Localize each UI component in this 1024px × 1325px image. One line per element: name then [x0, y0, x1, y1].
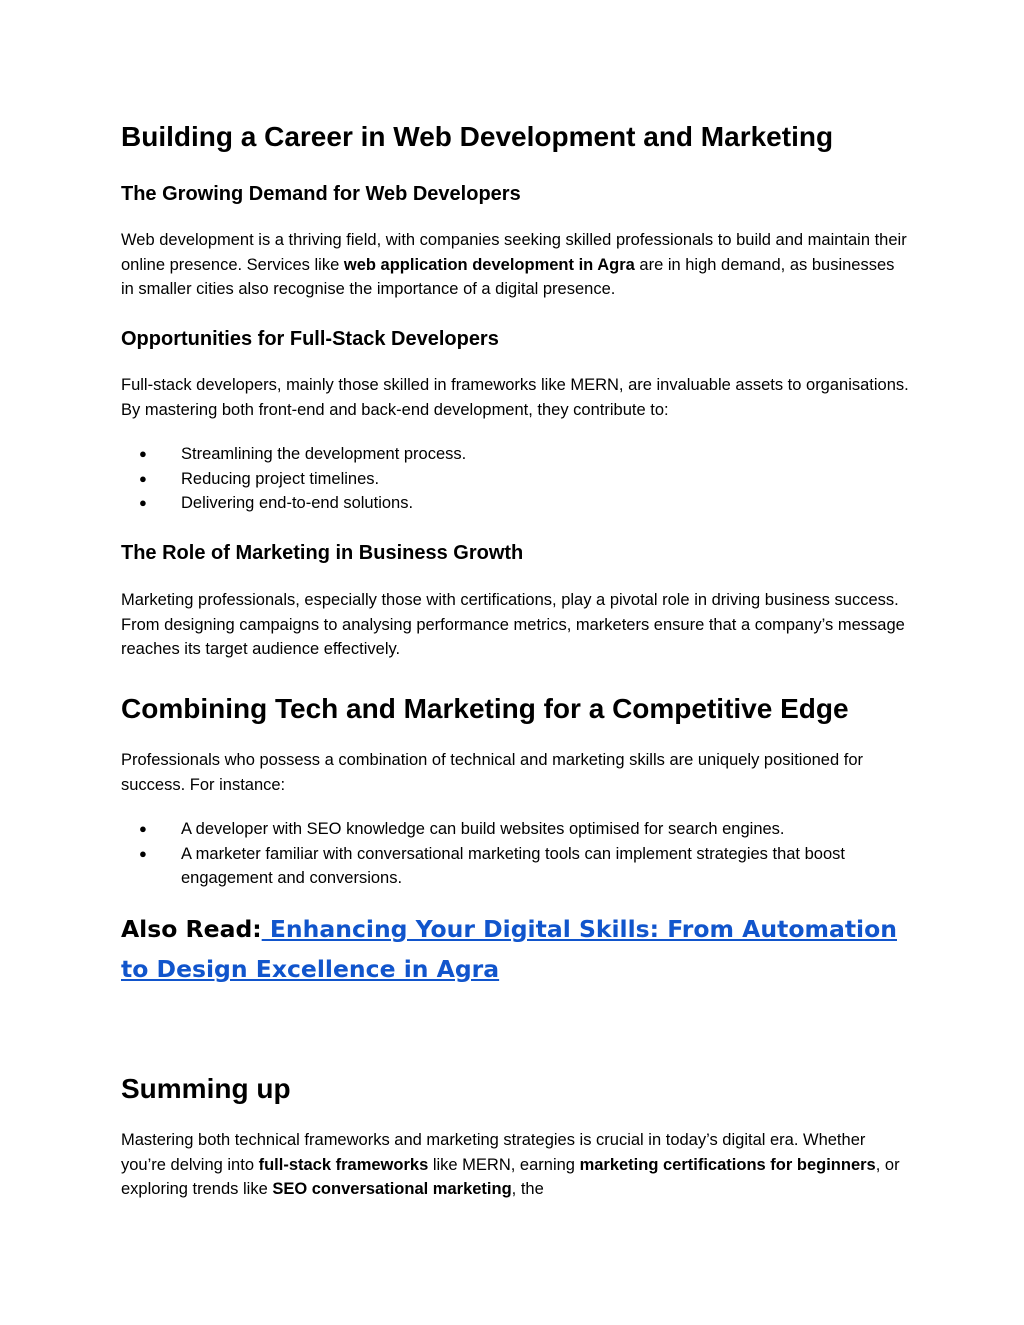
bold-phrase: SEO conversational marketing — [272, 1180, 512, 1198]
section-title-combining: Combining Tech and Marketing for a Competitive Edge — [121, 693, 849, 724]
section-heading-marketing: The Role of Marketing in Business Growth — [121, 542, 524, 564]
page-title: Building a Career in Web Development and Marketing — [121, 121, 834, 152]
bold-phrase: web application development in Agra — [343, 255, 635, 274]
list-item-text: Streamlining the development process. — [181, 445, 467, 463]
section-heading-demand: The Growing Demand for Web Developers — [121, 183, 521, 205]
bullet-icon: ● — [139, 470, 147, 486]
list-item-text: A marketer familiar with conversational marketing tools can implement strategies that boost engagement and conversions. — [181, 844, 845, 887]
bullet-list-combining — [121, 817, 901, 891]
list-item — [121, 442, 901, 467]
section-title-summary: Summing up — [121, 1073, 291, 1104]
paragraph-combining: Professionals who possess a combination of technical and marketing skills are uniquely positioned for success. For instance: — [121, 751, 863, 794]
paragraph-text: are in high demand, as businesses in smaller cities also recognise the importance of a digital presence. — [121, 255, 895, 298]
list-item-text: Reducing project timelines. — [181, 469, 380, 488]
paragraph-text: Mastering both technical frameworks and marketing strategies is crucial in today’s digital era. Whether you’re delving into — [121, 1131, 866, 1174]
paragraph-demand — [121, 228, 911, 302]
list-item — [121, 491, 901, 516]
list-item — [121, 817, 901, 842]
bullet-list-fullstack — [121, 442, 901, 516]
paragraph-text: like MERN, earning — [428, 1155, 580, 1174]
bold-phrase: marketing certifications for beginners — [579, 1155, 876, 1174]
paragraph-text: , the — [511, 1180, 544, 1198]
paragraph-summary — [121, 1128, 911, 1202]
paragraph-marketing: Marketing professionals, especially those with certifications, play a pivotal role in driving business success. From designing campaigns to analysing performance metrics, marketers ensure that a company’s message reaches its target audience effectively. — [121, 591, 905, 658]
bullet-icon: ● — [139, 495, 147, 510]
also-read — [121, 909, 911, 989]
bullet-icon: ● — [139, 821, 147, 836]
paragraph-text: , or exploring trends like — [121, 1155, 900, 1198]
also-read-link[interactable]: Enhancing Your Digital Skills: From Automation to Design Excellence in Agra — [121, 915, 897, 983]
also-read-label: Also Read: — [121, 915, 262, 943]
list-item — [121, 467, 901, 492]
bullet-icon: ● — [139, 446, 147, 461]
list-item — [121, 842, 901, 891]
bullet-icon: ● — [139, 845, 147, 861]
bold-phrase: full-stack frameworks — [258, 1155, 429, 1174]
list-item-text: Delivering end-to-end solutions. — [181, 494, 414, 512]
list-item-text: A developer with SEO knowledge can build websites optimised for search engines. — [181, 820, 785, 838]
paragraph-fullstack: Full-stack developers, mainly those skilled in frameworks like MERN, are invaluable assets to organisations. By mastering both front-end and back-end development, they contribute to: — [121, 376, 909, 419]
paragraph-text: Web development is a thriving field, with companies seeking skilled professionals to build and maintain their online presence. Services like — [121, 231, 907, 274]
section-heading-fullstack: Opportunities for Full-Stack Developers — [121, 328, 499, 350]
